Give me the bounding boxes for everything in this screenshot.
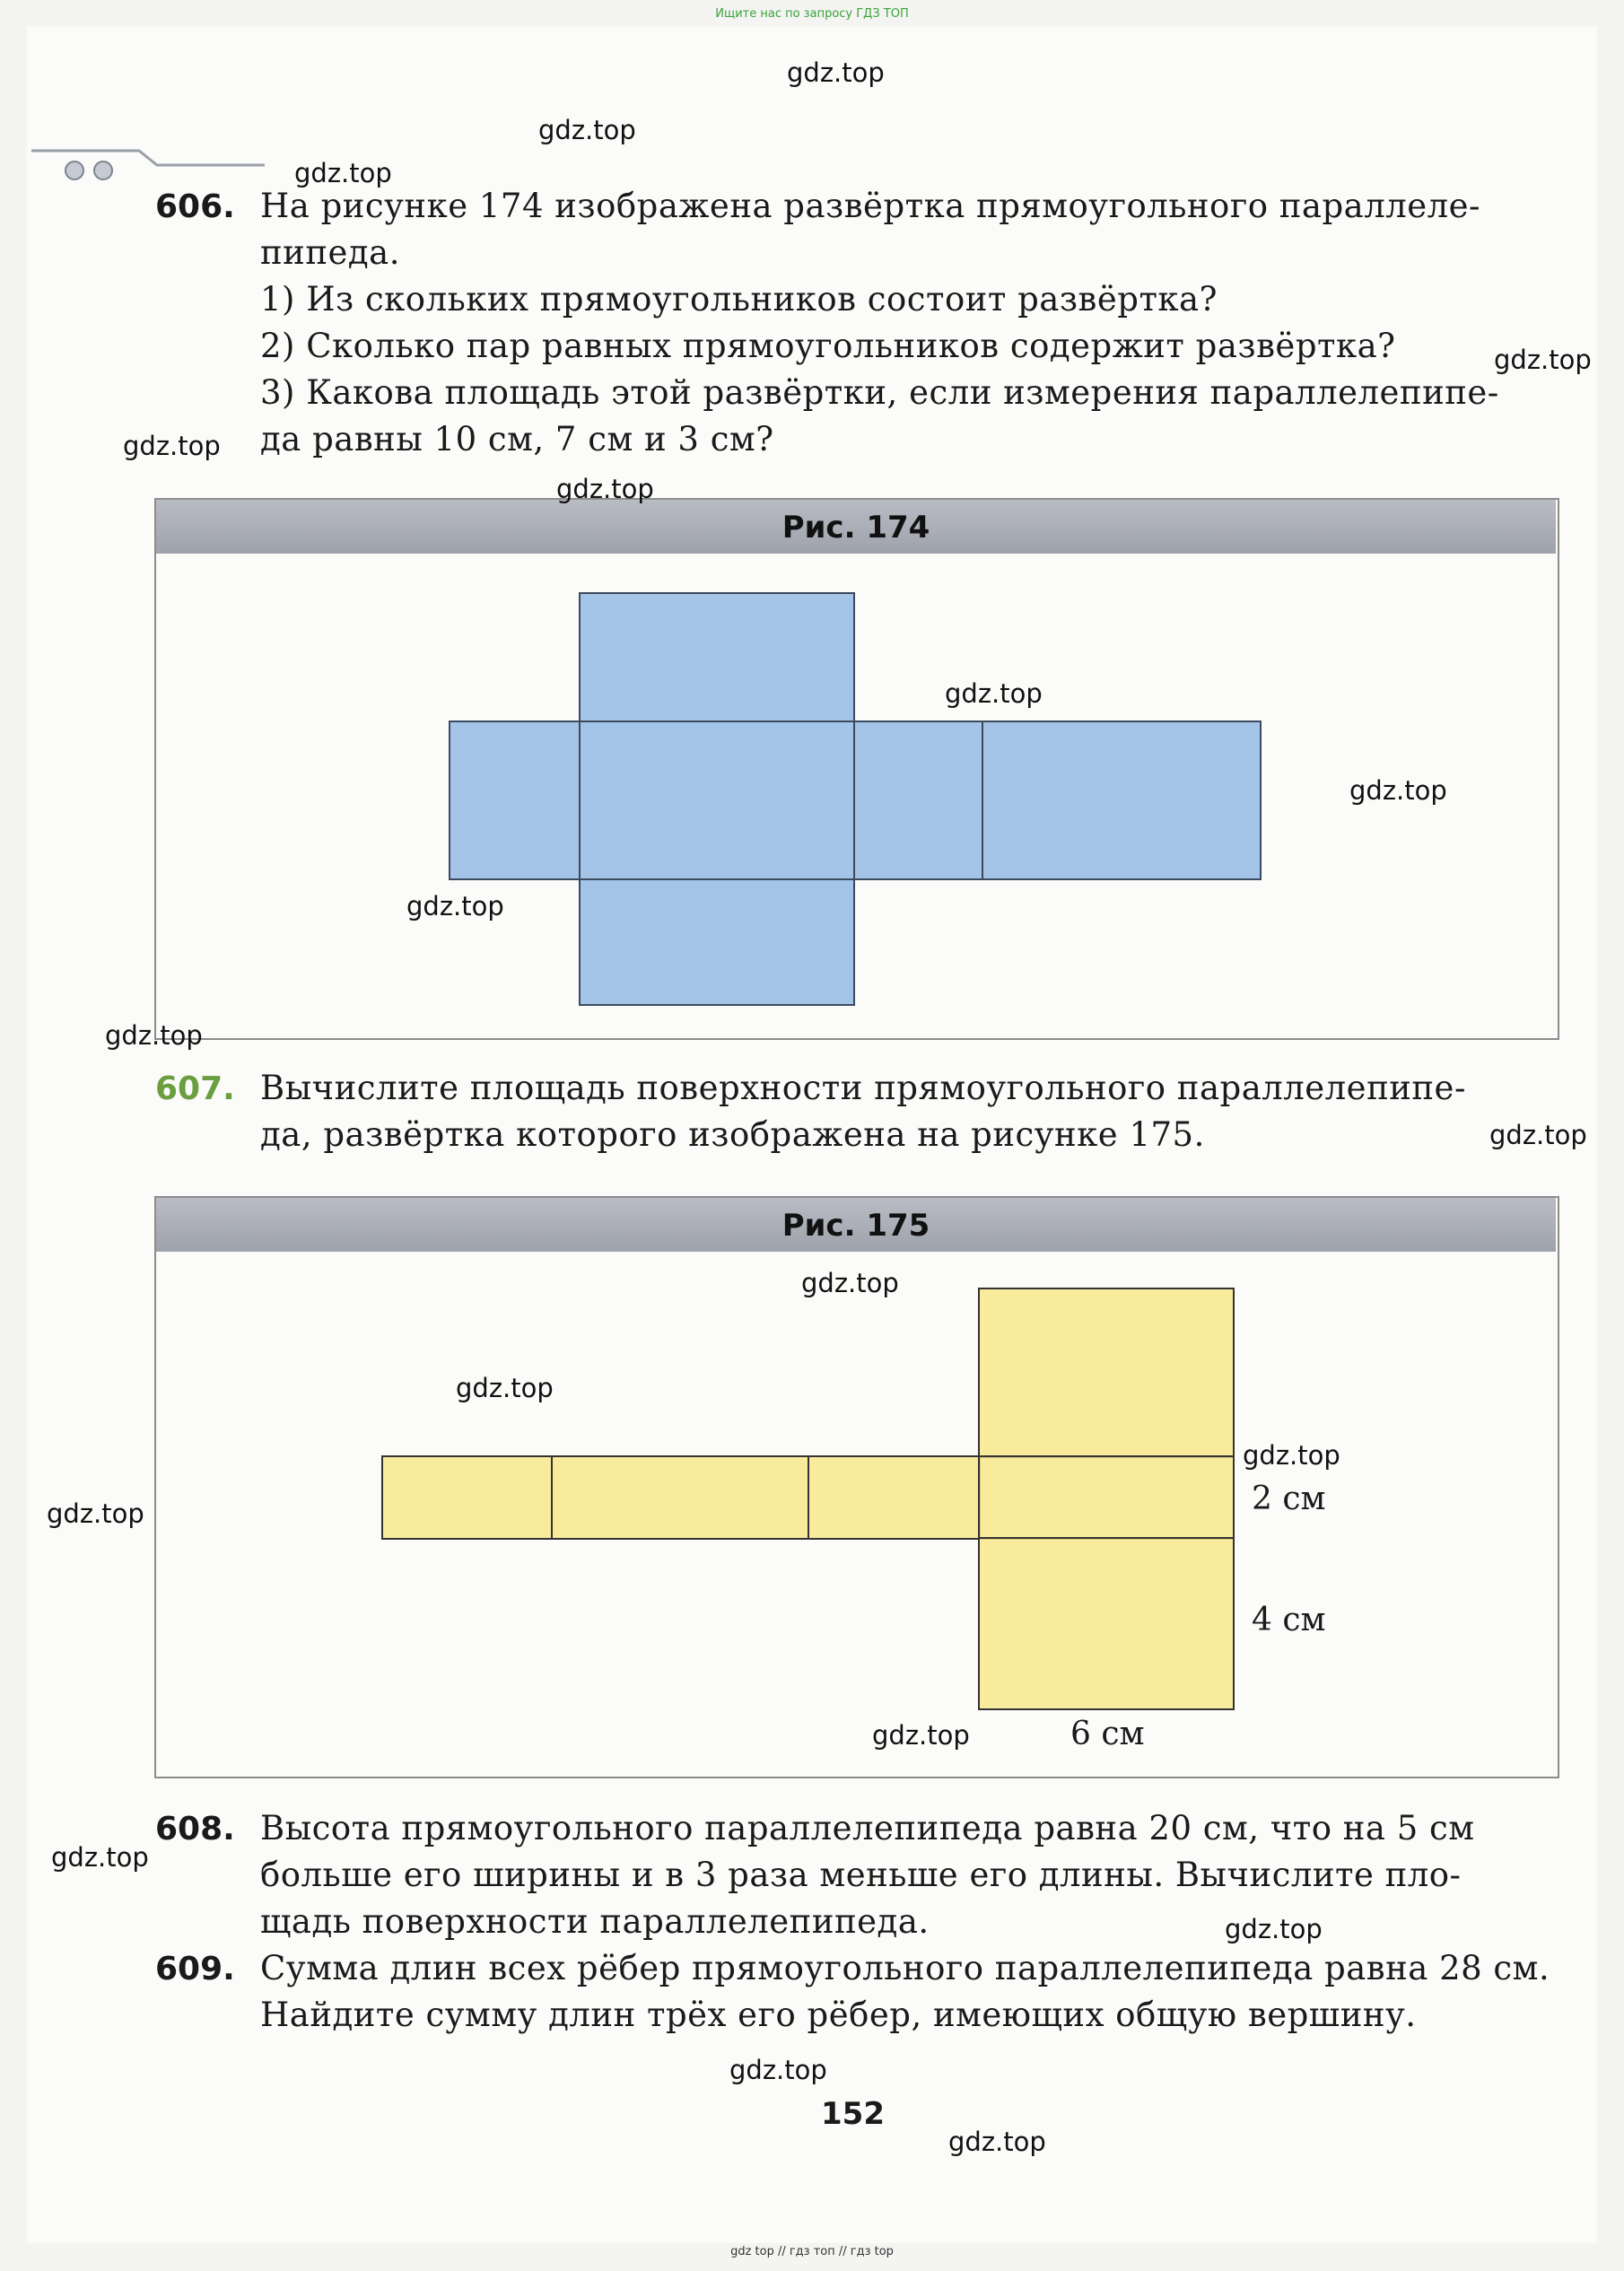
dimension-label-6cm: 6 см xyxy=(1070,1716,1145,1752)
watermark: gdz.top xyxy=(1225,1914,1323,1944)
dimension-label-4cm: 4 см xyxy=(1252,1602,1326,1638)
watermark: gdz.top xyxy=(1494,345,1592,375)
figure-175-caption: Рис. 175 xyxy=(781,1208,930,1244)
watermark: gdz.top xyxy=(51,1842,149,1873)
problem-608-line-2: больше его ширины и в 3 раза меньше его длины. Вычислите пло- xyxy=(260,1856,1462,1894)
problem-608-line-1: Высота прямоугольного параллелепипеда равна 20 см, что на 5 см xyxy=(260,1809,1475,1847)
watermark: gdz.top xyxy=(47,1498,144,1529)
decor-dot-2-icon xyxy=(94,162,112,179)
watermark: gdz.top xyxy=(123,431,221,461)
decor-dot-1-icon xyxy=(65,162,83,179)
problem-608-line-3: щадь поверхности параллелепипеда. xyxy=(260,1902,930,1941)
net-174-face-far-right xyxy=(982,721,1262,880)
net-174-face-left xyxy=(449,721,581,880)
net-175-face-2 xyxy=(551,1455,809,1540)
problem-606-line-1: На рисунке 174 изображена развёртка прямоугольного параллеле- xyxy=(260,187,1481,225)
net-174-face-center xyxy=(579,721,855,880)
problem-606-number: 606. xyxy=(155,188,235,225)
net-175-face-top xyxy=(978,1288,1235,1458)
watermark: gdz.top xyxy=(294,158,392,188)
problem-609-line-2: Найдите сумму длин трёх его рёбер, имеющих общую вершину. xyxy=(260,1996,1417,2034)
net-175-face-bottom xyxy=(978,1537,1235,1710)
watermark: gdz.top xyxy=(556,474,654,504)
watermark: gdz.top xyxy=(1243,1440,1340,1471)
watermark: gdz.top xyxy=(801,1268,899,1298)
problem-606-line-3: 1) Из скольких прямоугольников состоит развёртка? xyxy=(260,280,1218,319)
net-175-face-4 xyxy=(978,1455,1235,1540)
bottom-note: gdz top // гдз топ // гдз top xyxy=(730,2245,894,2258)
net-174-face-top xyxy=(579,592,855,722)
watermark: gdz.top xyxy=(105,1020,203,1051)
problem-606-line-4: 2) Сколько пар равных прямоугольников содержит развёртка? xyxy=(260,327,1396,365)
net-174-face-right xyxy=(853,721,983,880)
dimension-label-2cm: 2 см xyxy=(1252,1481,1326,1517)
problem-609-line-1: Сумма длин всех рёбер прямоугольного параллелепипеда равна 28 см. xyxy=(260,1949,1550,1987)
watermark: gdz.top xyxy=(948,2127,1046,2157)
watermark: gdz.top xyxy=(729,2055,827,2085)
problem-606-line-6: да равны 10 см, 7 см и 3 см? xyxy=(260,420,774,459)
net-175-face-3 xyxy=(808,1455,981,1540)
watermark: gdz.top xyxy=(1489,1120,1587,1150)
problem-609-number: 609. xyxy=(155,1951,235,1987)
problem-606-line-5: 3) Какова площадь этой развёртки, если измерения параллелепипе- xyxy=(260,373,1499,412)
problem-607-number: 607. xyxy=(155,1070,235,1107)
watermark: gdz.top xyxy=(456,1373,554,1403)
page-header-decoration xyxy=(31,144,265,185)
watermark: gdz.top xyxy=(538,115,636,145)
watermark: gdz.top xyxy=(787,57,885,88)
watermark: gdz.top xyxy=(406,891,504,922)
problem-607-line-2: да, развёртка которого изображена на рисунке 175. xyxy=(260,1115,1205,1154)
top-note: Ищите нас по запросу ГДЗ ТОП xyxy=(715,7,909,21)
page-number: 152 xyxy=(821,2096,885,2132)
watermark: gdz.top xyxy=(945,678,1043,709)
net-174-face-bottom xyxy=(579,878,855,1006)
problem-606-line-2: пипеда. xyxy=(260,233,400,272)
problem-608-number: 608. xyxy=(155,1811,235,1847)
problem-607-line-1: Вычислите площадь поверхности прямоугольного параллелепипе- xyxy=(260,1069,1466,1107)
figure-174-caption: Рис. 174 xyxy=(781,510,930,546)
net-175-face-1 xyxy=(381,1455,553,1540)
watermark: gdz.top xyxy=(872,1720,970,1751)
watermark: gdz.top xyxy=(1349,775,1447,806)
